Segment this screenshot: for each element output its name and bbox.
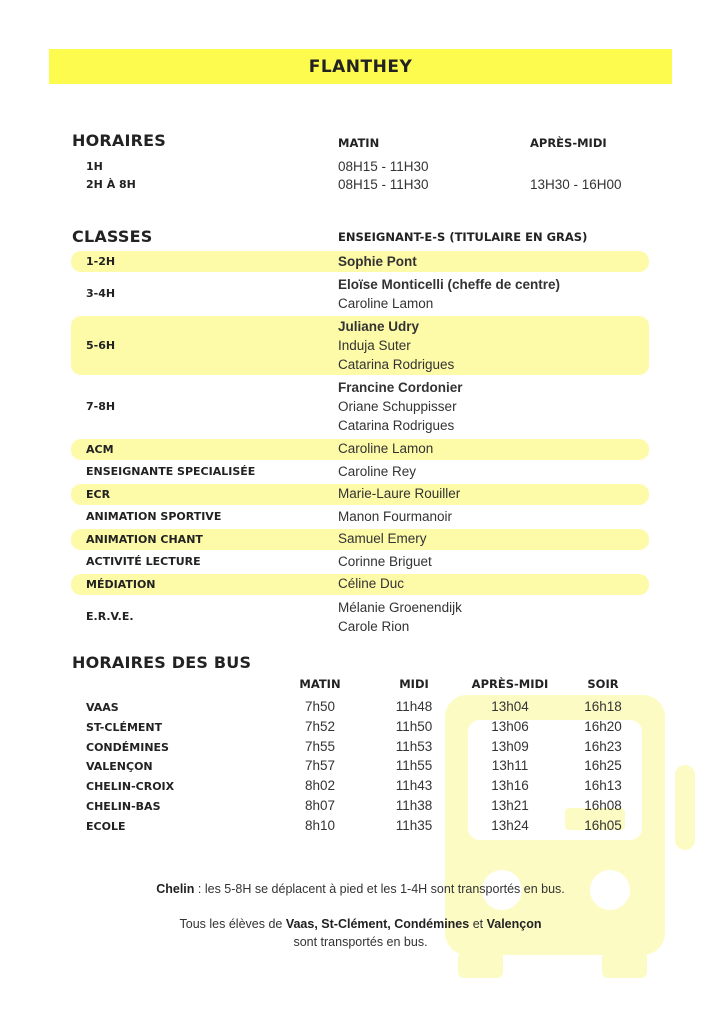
- class-label: 5-6H: [86, 339, 116, 352]
- class-label: ECR: [86, 488, 111, 501]
- bus-stop-label: ECOLE: [86, 820, 126, 833]
- teacher-name: Caroline Lamon: [338, 441, 434, 456]
- bus-time-cell: 11h53: [395, 739, 433, 754]
- horaires-row-apres-midi: 13H30 - 16H00: [530, 177, 622, 192]
- note-transport: sont transportés en bus.: [293, 935, 428, 949]
- bus-time-cell: 16h25: [584, 758, 622, 773]
- bus-time-cell: 13h16: [491, 778, 529, 793]
- bus-time-cell: 13h21: [491, 798, 529, 813]
- bus-time-cell: 7h52: [304, 719, 336, 734]
- classes-col-enseignants: ENSEIGNANT-E-S (TITULAIRE EN GRAS): [338, 230, 588, 244]
- bus-time-cell: 8h02: [304, 778, 336, 793]
- bus-stop-label: ST-CLÉMENT: [86, 721, 163, 734]
- bus-time-cell: 11h35: [395, 818, 433, 833]
- bus-time-cell: 13h24: [491, 818, 529, 833]
- teacher-name: Caroline Rey: [338, 464, 417, 479]
- teacher-name: Mélanie Groenendijk: [338, 600, 462, 615]
- note-bold: Valençon: [486, 917, 542, 931]
- bus-stop-label: CONDÉMINES: [86, 741, 169, 754]
- bus-col-header: APRÈS-MIDI: [471, 677, 549, 691]
- class-label: 1-2H: [86, 255, 116, 268]
- class-label: 3-4H: [86, 287, 116, 300]
- note-bold: Vaas, St-Clément, Condémines: [285, 917, 470, 931]
- title-banner: [49, 49, 672, 84]
- bus-time-cell: 11h55: [395, 758, 433, 773]
- note-text: Tous les élèves de: [179, 917, 286, 931]
- bus-time-cell: 13h09: [491, 739, 529, 754]
- class-label: MÉDIATION: [86, 578, 156, 591]
- bus-time-cell: 13h06: [491, 719, 529, 734]
- class-label: ANIMATION CHANT: [86, 533, 203, 546]
- bus-time-cell: 8h10: [304, 818, 336, 833]
- bus-stop-label: VAAS: [86, 701, 119, 714]
- teacher-name: Sophie Pont: [338, 254, 417, 269]
- bus-stop-label: CHELIN-BAS: [86, 800, 161, 813]
- teacher-name: Induja Suter: [338, 338, 411, 353]
- note-chelin: [0, 882, 721, 896]
- teacher-name: Marie-Laure Rouiller: [338, 486, 461, 501]
- teacher-name: Catarina Rodrigues: [338, 418, 455, 433]
- horaires-row-matin: 08H15 - 11H30: [338, 159, 429, 174]
- teacher-name: Carole Rion: [338, 619, 410, 634]
- bus-time-cell: 16h08: [584, 798, 622, 813]
- teacher-name: Francine Cordonier: [338, 380, 463, 395]
- class-label: 7-8H: [86, 400, 116, 413]
- bus-time-cell: 7h50: [304, 699, 336, 714]
- bus-time-cell: 11h50: [395, 719, 433, 734]
- class-label: E.R.V.E.: [86, 610, 134, 623]
- bus-stop-label: VALENÇON: [86, 760, 153, 773]
- teacher-name: Caroline Lamon: [338, 296, 434, 311]
- teacher-name: Corinne Briguet: [338, 554, 432, 569]
- bus-time-cell: 11h38: [395, 798, 433, 813]
- bus-time-cell: 16h18: [584, 699, 622, 714]
- horaires-col-matin: MATIN: [338, 136, 380, 150]
- teacher-name: Samuel Emery: [338, 531, 427, 546]
- class-label: ACM: [86, 443, 114, 456]
- class-label: ENSEIGNANTE SPECIALISÉE: [86, 465, 256, 478]
- bus-time-cell: 16h13: [584, 778, 622, 793]
- bus-time-cell: 8h07: [304, 798, 336, 813]
- teacher-name: Catarina Rodrigues: [338, 357, 455, 372]
- bus-time-cell: 7h55: [304, 739, 336, 754]
- horaires-heading: HORAIRES: [72, 131, 167, 150]
- note-chelin-text: : les 5-8H se déplacent à pied et les 1-4H sont transportés en bus.: [194, 882, 565, 896]
- horaires-col-apres-midi: APRÈS-MIDI: [530, 136, 607, 150]
- note-chelin-bold: Chelin: [156, 882, 195, 896]
- bus-time-cell: 16h20: [584, 719, 622, 734]
- teacher-name: Eloïse Monticelli (cheffe de centre): [338, 277, 561, 292]
- bus-time-cell: 16h23: [584, 739, 622, 754]
- bus-time-cell: 11h43: [395, 778, 433, 793]
- bus-time-cell: 13h04: [491, 699, 529, 714]
- class-label: ACTIVITÉ LECTURE: [86, 555, 201, 568]
- horaires-row-label: 2H À 8H: [86, 178, 136, 191]
- bus-col-header: MIDI: [399, 677, 429, 691]
- horaires-row-matin: 08H15 - 11H30: [338, 177, 429, 192]
- bus-time-cell: 16h05: [584, 818, 622, 833]
- bus-time-cell: 13h11: [491, 758, 529, 773]
- classes-heading: CLASSES: [72, 227, 153, 246]
- note-text: et: [469, 917, 487, 931]
- class-label: ANIMATION SPORTIVE: [86, 510, 222, 523]
- bus-col-header: MATIN: [299, 677, 341, 691]
- teacher-name: Juliane Udry: [338, 319, 420, 334]
- bus-stop-label: CHELIN-CROIX: [86, 780, 175, 793]
- teacher-name: Manon Fourmanoir: [338, 509, 453, 524]
- teacher-name: Céline Duc: [338, 576, 405, 591]
- bus-heading: HORAIRES DES BUS: [72, 653, 252, 672]
- page-title: FLANTHEY: [308, 56, 413, 77]
- bus-time-cell: 11h48: [395, 699, 433, 714]
- bus-col-header: SOIR: [587, 677, 619, 691]
- note-villages: [0, 917, 721, 931]
- bus-time-cell: 7h57: [304, 758, 336, 773]
- teacher-name: Oriane Schuppisser: [338, 399, 457, 414]
- horaires-row-label: 1H: [86, 160, 103, 173]
